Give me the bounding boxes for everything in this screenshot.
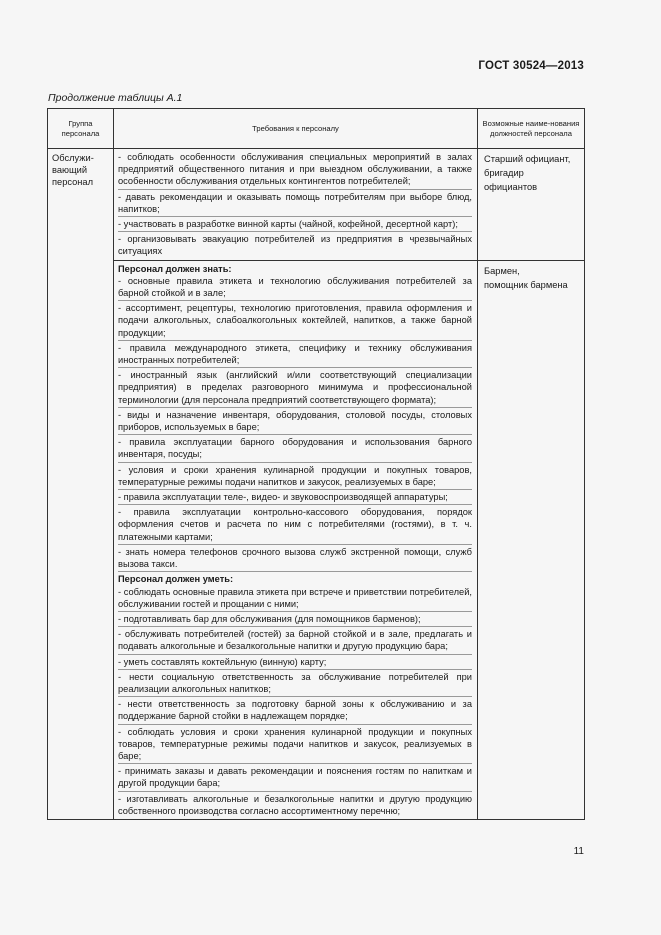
skill-item: - принимать заказы и давать рекомендации и пояснения гостям по напиткам и другой продукции бара;: [118, 766, 472, 789]
requirement-item: - организовывать эвакуацию потребителей из предприятия в чрезвычайных ситуациях: [118, 234, 472, 257]
item-divider: [118, 489, 472, 490]
item-divider: [118, 504, 472, 505]
requirement-item: - участвовать в разработке винной карты (чайной, кофейной, десертной карт);: [118, 219, 458, 230]
know-item: - знать номера телефонов срочного вызова служб экстренной помощи, служб вызова такси.: [118, 546, 472, 570]
know-item: - правила международного этикета, специфику и технику обслуживания иностранных потребителей;: [118, 342, 472, 366]
requirement-item: - давать рекомендации и оказывать помощь потребителям при выборе блюд, напитков;: [118, 191, 472, 214]
know-item: - иностранный язык (английский и/или соответствующий специализации предприятия) в пределах разговорного минимума и профессиональной терминологии (для персонала предприятий соответствующего формата);: [118, 370, 472, 405]
requirements-cell-bartenders: [114, 260, 478, 819]
know-item: - виды и назначение инвентаря, оборудования, столовой посуды, столовых приборов, используемых в баре;: [118, 409, 472, 433]
item-divider: [118, 669, 472, 670]
item-divider: [118, 763, 472, 764]
know-item: - правила эксплуатации барного оборудования и использования барного инвентаря, посуды;: [118, 437, 472, 460]
skill-item: - уметь составлять коктейльную (винную) карту;: [118, 656, 327, 667]
know-item: - ассортимент, рецептуры, технологию приготовления, правила оформления и подачи алкогольных, слабоалкогольных коктейлей, напитков, а также барной продукции;: [118, 303, 472, 338]
skill-item: - изготавливать алкогольные и безалкогольные напитки и другую продукцию собственного производства согласно ассортиментному перечню;: [118, 793, 472, 816]
requirement-item: - соблюдать особенности обслуживания специальных мероприятий в залах предприятий общественного питания и при выездном обслуживании, а также особенности обслуживания отдельных контингентов потребителей;: [118, 152, 472, 187]
position-name: Бармен,: [484, 265, 520, 276]
item-divider: [118, 724, 472, 725]
item-divider: [118, 462, 472, 463]
item-divider: [118, 791, 472, 792]
item-divider: [118, 626, 472, 627]
table-header-row: [48, 109, 585, 149]
position-name: помощник бармена: [484, 279, 568, 290]
group-cell: [48, 149, 114, 820]
item-divider: [118, 571, 472, 572]
must-do-heading: Персонал должен уметь:: [118, 574, 234, 585]
item-divider: [118, 216, 472, 217]
skill-item: - обслуживать потребителей (гостей) за барной стойкой и в зале, предлагать и подавать алкогольные и безалкогольные напитки и другую продукцию бара;: [118, 629, 472, 652]
table-row-service-staff: [48, 149, 585, 261]
item-divider: [118, 654, 472, 655]
know-item: - правила эксплуатации теле-, видео- и звуковоспроизводящей аппаратуры;: [118, 492, 448, 503]
requirements-cell-waiters: [114, 149, 478, 261]
skill-item: - подготавливать бар для обслуживания (для помощников барменов);: [118, 613, 421, 624]
item-divider: [118, 696, 472, 697]
position-name: бригадир официантов: [484, 168, 538, 192]
item-divider: [118, 611, 472, 612]
skill-item: - нести ответственность за подготовку барной зоны к обслуживанию и за поддержание барной стойки в надлежащем порядке;: [118, 699, 472, 722]
header-group: Группа персонала: [48, 109, 114, 149]
table-row-bar-staff: [48, 260, 585, 819]
item-divider: [118, 300, 472, 301]
group-label-line: вающий: [52, 165, 88, 176]
skill-item: - соблюдать основные правила этикета при встрече и приветствии потребителей, обслуживании гостей и прощании с ними;: [118, 586, 472, 609]
page-number: 11: [573, 846, 584, 857]
item-divider: [118, 189, 472, 190]
group-label-line: Обслужи-: [52, 153, 94, 163]
position-name: Старший официант,: [484, 154, 571, 164]
skill-item: - нести социальную ответственность за обслуживание потребителей при реализации алкогольных напитков;: [118, 671, 472, 694]
skill-item: - соблюдать условия и сроки хранения кулинарной продукции и покупных товаров, температурные режимы подачи напитков и закусок, реализуемых в баре;: [118, 726, 472, 761]
group-label-line: персонал: [52, 177, 94, 188]
item-divider: [118, 434, 472, 435]
know-item: - правила эксплуатации контрольно-кассового оборудования, порядок оформления счетов и расчета по ним с потребителями (гостями), в т. ч. платежными картами;: [118, 507, 472, 542]
item-divider: [118, 367, 472, 368]
item-divider: [118, 544, 472, 545]
item-divider: [118, 340, 472, 341]
item-divider: [118, 231, 472, 232]
know-item: - условия и сроки хранения кулинарной продукции и покупных товаров, температурные режимы подачи напитков и закусок, реализуемых в баре;: [118, 464, 472, 487]
item-divider: [118, 407, 472, 408]
header-positions: Возможные наиме-нования должностей персонала: [478, 109, 585, 149]
positions-cell-waiters: [478, 149, 585, 261]
know-item: - основные правила этикета и технологию обслуживания потребителей за барной стойкой и в зале;: [118, 275, 472, 299]
requirements-table: [47, 108, 585, 820]
must-know-heading: Персонал должен знать:: [118, 263, 232, 274]
document-code: ГОСТ 30524—2013: [478, 60, 584, 72]
positions-cell-bartenders: [478, 260, 585, 819]
header-requirements: Требования к персоналу: [114, 109, 478, 149]
table-continuation-caption: Продолжение таблицы А.1: [48, 92, 183, 104]
